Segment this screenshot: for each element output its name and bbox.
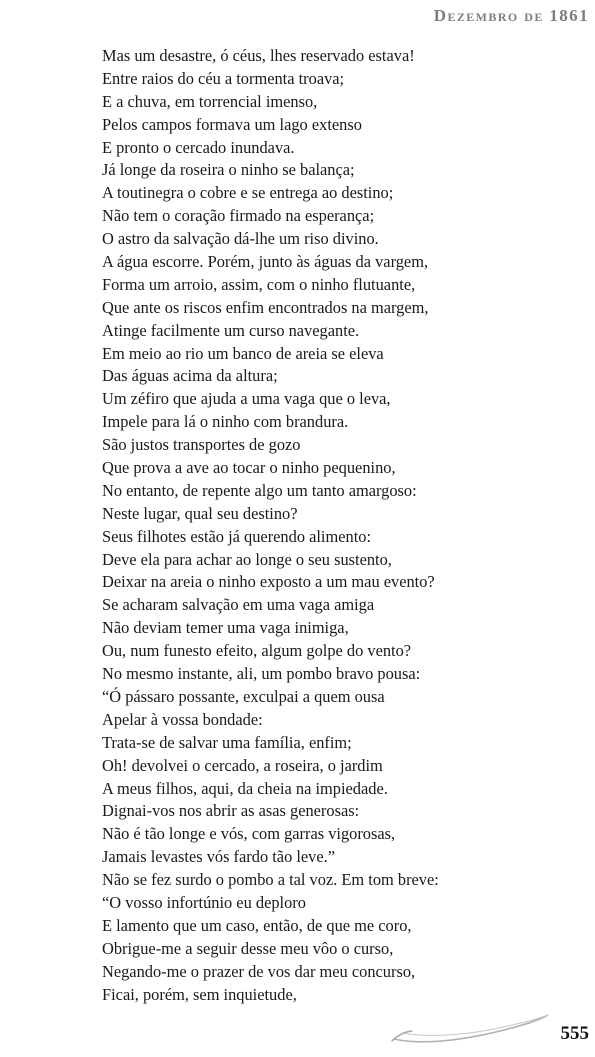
poem-line: A meus filhos, aqui, da cheia na impiedade. xyxy=(102,778,388,798)
poem-line: Deixar na areia o ninho exposto a um mau evento? xyxy=(102,572,435,592)
poem-line: E a chuva, em torrencial imenso, xyxy=(102,91,318,111)
poem-line: Não tem o coração firmado na esperança; xyxy=(102,206,375,226)
swoosh-ornament xyxy=(390,1011,550,1045)
poem-line: Se acharam salvação em uma vaga amiga xyxy=(102,595,375,615)
poem-line: Oh! devolvei o cercado, a roseira, o jardim xyxy=(102,755,383,775)
poem-line: Forma um arroio, assim, com o ninho flutuante, xyxy=(102,274,416,294)
poem-line: Entre raios do céu a tormenta troava; xyxy=(102,68,345,88)
poem-line: E lamento que um caso, então, de que me coro, xyxy=(102,915,412,935)
poem-line: Seus filhotes estão já querendo alimento: xyxy=(102,526,372,546)
poem-line: O astro da salvação dá-lhe um riso divino. xyxy=(102,229,379,249)
page-footer xyxy=(0,1007,595,1057)
page-number: 555 xyxy=(560,1023,589,1044)
poem-line: “O vosso infortúnio eu deploro xyxy=(102,892,306,912)
poem-line: A toutinegra o cobre e se entrega ao destino; xyxy=(102,183,394,203)
poem-line: Trata-se de salvar uma família, enfim; xyxy=(102,732,352,752)
poem-line: “Ó pássaro possante, exculpai a quem ousa xyxy=(102,686,385,706)
poem-line: Não é tão longe e vós, com garras vigorosas, xyxy=(102,824,396,844)
poem-line: Das águas acima da altura; xyxy=(102,366,278,386)
poem-line: Negando-me o prazer de vos dar meu concurso, xyxy=(102,961,416,981)
poem-line: Neste lugar, qual seu destino? xyxy=(102,503,298,523)
poem-text xyxy=(102,45,439,1006)
poem-line: Um zéfiro que ajuda a uma vaga que o leva, xyxy=(102,389,391,409)
poem-line: Deve ela para achar ao longe o seu sustento, xyxy=(102,549,392,569)
poem-line: Que prova a ave ao tocar o ninho pequenino, xyxy=(102,458,396,478)
poem-line: Já longe da roseira o ninho se balança; xyxy=(102,160,355,180)
poem-line: Jamais levastes vós fardo tão leve.” xyxy=(102,847,336,867)
poem-line: Não se fez surdo o pombo a tal voz. Em tom breve: xyxy=(102,870,439,890)
poem-line: Dignai-vos nos abrir as asas generosas: xyxy=(102,801,360,821)
poem-line: Ou, num funesto efeito, algum golpe do vento? xyxy=(102,641,412,661)
poem-line: A água escorre. Porém, junto às águas da vargem, xyxy=(102,252,429,272)
poem-line: Atinge facilmente um curso navegante. xyxy=(102,320,360,340)
poem-line: Mas um desastre, ó céus, lhes reservado estava! xyxy=(102,46,415,65)
poem-line: Que ante os riscos enfim encontrados na margem, xyxy=(102,297,429,317)
poem-line: São justos transportes de gozo xyxy=(102,435,301,455)
poem-line: E pronto o cercado inundava. xyxy=(102,137,295,157)
poem-line: Ficai, porém, sem inquietude, xyxy=(102,984,297,1004)
poem-line: No mesmo instante, ali, um pombo bravo pousa: xyxy=(102,664,421,684)
poem-line: Pelos campos formava um lago extenso xyxy=(102,114,362,134)
poem-line: Apelar à vossa bondade: xyxy=(102,709,263,729)
poem-line: No entanto, de repente algo um tanto amargoso: xyxy=(102,480,417,500)
poem-line: Obrigue-me a seguir desse meu vôo o curso, xyxy=(102,938,394,958)
poem-line: Impele para lá o ninho com brandura. xyxy=(102,412,349,432)
poem-line: Em meio ao rio um banco de areia se eleva xyxy=(102,343,384,363)
poem-line: Não deviam temer uma vaga inimiga, xyxy=(102,618,349,638)
running-header: Dezembro de 1861 xyxy=(433,6,589,25)
